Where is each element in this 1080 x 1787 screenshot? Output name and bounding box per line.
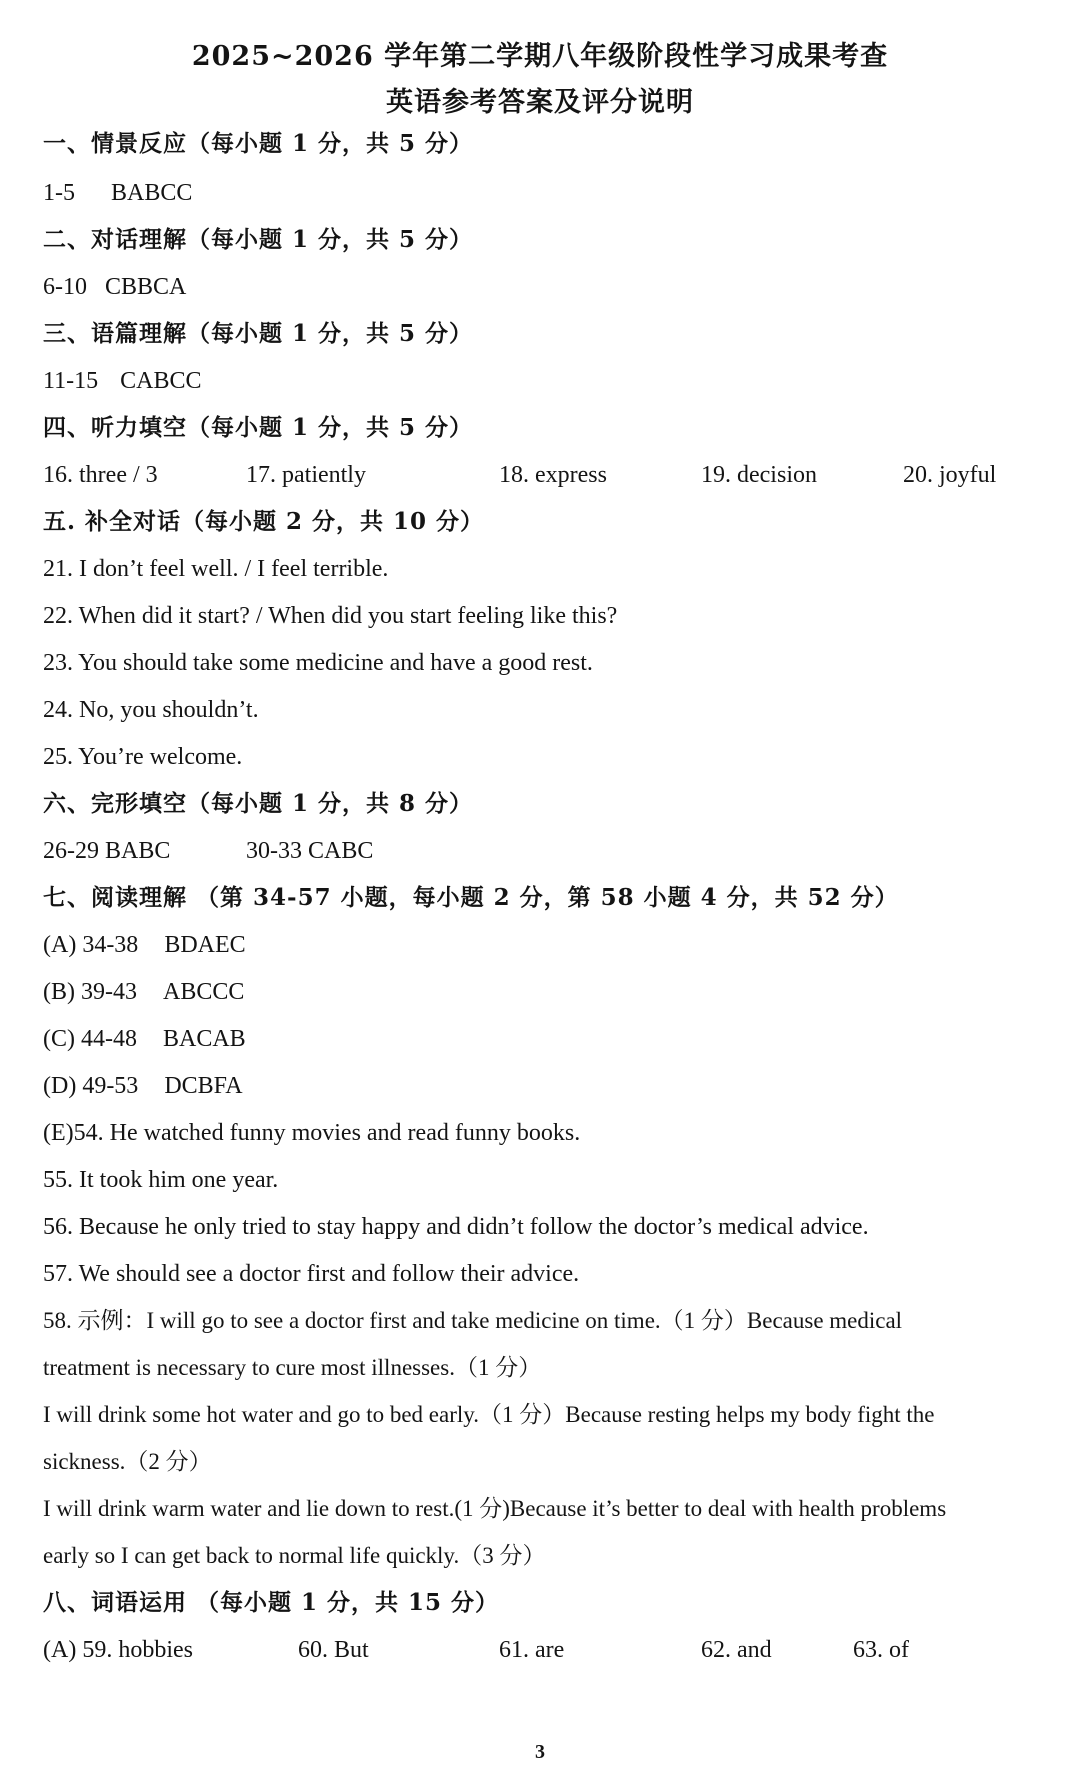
answer-range: 1-5 xyxy=(43,180,75,206)
answer-59: (A) 59. hobbies xyxy=(43,1637,193,1663)
section-heading-3: 三、语篇理解（每小题 1 分，共 5 分） xyxy=(43,320,474,347)
answer-21: 21. I don’t feel well. / I feel terrible. xyxy=(43,556,389,582)
section-heading-4: 四、听力填空（每小题 1 分，共 5 分） xyxy=(43,414,474,441)
answer-row-3 xyxy=(43,366,1050,396)
section-heading-8: 八、词语运用 （每小题 1 分，共 15 分） xyxy=(43,1589,500,1616)
answer-16: 16. three / 3 xyxy=(43,462,158,488)
group-label: (A) 34-38 xyxy=(43,932,139,958)
answer-19: 19. decision xyxy=(701,462,817,488)
answer-63: 63. of xyxy=(853,1637,909,1663)
answer-22: 22. When did it start? / When did you start feeling like this? xyxy=(43,603,618,629)
answer-30-33: 30-33 CABC xyxy=(246,838,374,864)
group-label: (D) 49-53 xyxy=(43,1073,139,1099)
answer-58-line-5: I will drink warm water and lie down to rest.(1 分)Because it’s better to deal with health problems xyxy=(43,1496,947,1521)
answer-18: 18. express xyxy=(499,462,607,488)
section-heading-5: 五. 补全对话（每小题 2 分，共 10 分） xyxy=(43,508,485,535)
answer-57: 57. We should see a doctor first and follow their advice. xyxy=(43,1261,580,1287)
reading-group-a xyxy=(43,930,1050,960)
section-heading-2: 二、对话理解（每小题 1 分，共 5 分） xyxy=(43,226,474,253)
answer-row-2 xyxy=(43,272,1050,302)
answer-letters: BACAB xyxy=(162,1026,246,1052)
answer-23: 23. You should take some medicine and have a good rest. xyxy=(43,650,593,676)
answer-letters: ABCCC xyxy=(162,979,245,1005)
answer-letters: DCBFA xyxy=(164,1073,243,1099)
answer-58-line-3: I will drink some hot water and go to bed early.（1 分）Because resting helps my body fight the xyxy=(43,1402,935,1427)
reading-group-b xyxy=(43,977,1050,1007)
answer-range: 6-10 xyxy=(43,274,87,300)
page-number: 3 xyxy=(535,1741,545,1763)
answer-24: 24. No, you shouldn’t. xyxy=(43,697,259,723)
answer-58-line-2: treatment is necessary to cure most illnesses.（1 分） xyxy=(43,1355,542,1380)
answer-62: 62. and xyxy=(701,1637,772,1663)
answer-58-line-4: sickness.（2 分） xyxy=(43,1449,212,1474)
answer-17: 17. patiently xyxy=(246,462,366,488)
answer-letters: BDAEC xyxy=(164,932,246,958)
answer-letters: BABCC xyxy=(111,180,193,206)
answer-row-1 xyxy=(43,178,1050,208)
answer-range: 11-15 xyxy=(43,368,99,394)
reading-group-d xyxy=(43,1071,1050,1101)
answer-61: 61. are xyxy=(499,1637,565,1663)
page-title: 2025~2026 学年第二学期八年级阶段性学习成果考查 xyxy=(191,41,889,72)
answer-letters: CABCC xyxy=(120,368,202,394)
answer-20: 20. joyful xyxy=(903,462,997,488)
group-label: (B) 39-43 xyxy=(43,979,137,1005)
page-subtitle: 英语参考答案及评分说明 xyxy=(386,87,694,118)
answer-letters: CBBCA xyxy=(105,274,187,300)
answer-25: 25. You’re welcome. xyxy=(43,744,243,770)
section-heading-7: 七、阅读理解 （第 34-57 小题，每小题 2 分，第 58 小题 4 分，共 52 分） xyxy=(43,884,899,911)
answer-55: 55. It took him one year. xyxy=(43,1167,279,1193)
section-heading-1: 一、情景反应（每小题 1 分，共 5 分） xyxy=(43,130,474,157)
answer-60: 60. But xyxy=(298,1637,369,1663)
answer-54: (E)54. He watched funny movies and read funny books. xyxy=(43,1120,581,1146)
section-heading-6: 六、完形填空（每小题 1 分，共 8 分） xyxy=(43,790,474,817)
answer-26-29: 26-29 BABC xyxy=(43,838,171,864)
answer-58-line-6: early so I can get back to normal life quickly.（3 分） xyxy=(43,1543,546,1568)
group-label: (C) 44-48 xyxy=(43,1026,137,1052)
reading-group-c xyxy=(43,1024,1050,1054)
answer-58-line-1: 58. 示例：I will go to see a doctor first and take medicine on time.（1 分）Because medical xyxy=(43,1308,903,1333)
answer-56: 56. Because he only tried to stay happy and didn’t follow the doctor’s medical advice. xyxy=(43,1214,869,1240)
